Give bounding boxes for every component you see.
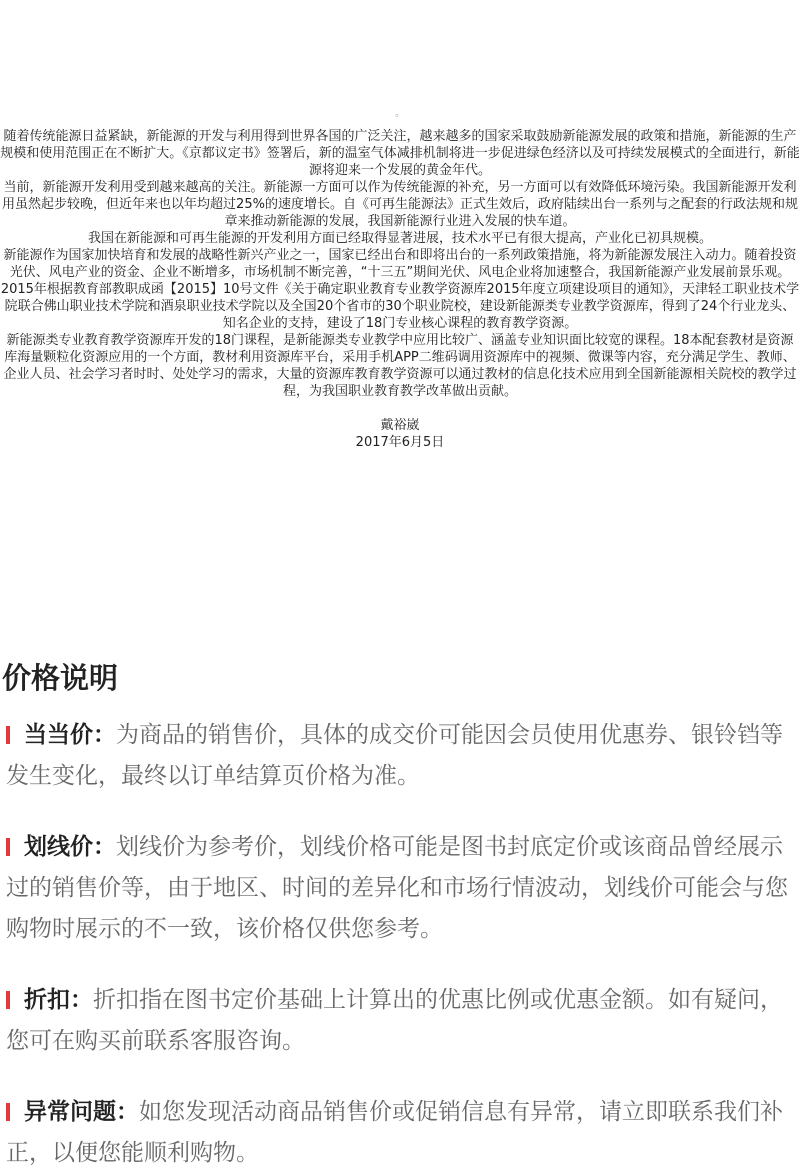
- preface-paragraph: 新能源作为国家加快培育和发展的战略性新兴产业之一，国家已经出台和即将出台的一系列政策措施，将为新能源发展注入动力。随着投资光伏、风电产业的资金、企业不断增多，市场机制不断完善，“十三五”期间光伏、风电企业将加速整合，我国新能源产业发展前景乐观。: [3, 248, 797, 280]
- price-item-text: 划线价为参考价，划线价格可能是图书封底定价或该商品曾经展示过的销售价等，由于地区、时间的差异化和市场行情波动，划线价可能会与您购物时展示的不一致，该价格仅供您参考。: [6, 834, 788, 942]
- price-item-anomaly: [0, 1092, 800, 1174]
- price-item-text: 如您发现活动商品销售价或促销信息有异常，请立即联系我们补正，以便您能顺利购物。: [6, 1099, 783, 1166]
- price-item-text: 为商品的销售价，具体的成交价可能因会员使用优惠券、银铃铛等发生变化，最终以订单结算页价格为准。: [6, 722, 783, 789]
- accent-bar-icon: [6, 726, 10, 744]
- price-info-title: 价格说明: [2, 661, 119, 695]
- price-item-dangdang: [0, 715, 800, 797]
- price-item-label: 当当价：: [24, 722, 116, 748]
- price-info-section: [0, 655, 800, 1174]
- preface-paragraph: 随着传统能源日益紧缺，新能源的开发与利用得到世界各国的广泛关注，越来越多的国家采取鼓励新能源发展的政策和措施，新能源的生产规模和使用范围正在不断扩大。《京都议定书》签署后，新的温室气体减排机制将进一步促进绿色经济以及可持续发展模式的全面进行，新能源将迎来一个发展的黄金年代。: [0, 129, 800, 178]
- price-item-discount: [0, 980, 800, 1062]
- preface-paragraph: 新能源类专业教育教学资源库开发的18门课程，是新能源类专业教学中应用比较广、涵盖专业知识面比较宽的课程。18本配套教材是资源库海量颗粒化资源应用的一个方面，教材利用资源库平台，采用手机APP二维码调用资源库中的视频、微课等内容，充分满足学生、教师、企业人员、社会学习者时时、处处学习的需求，大量的资源库教育教学资源可以通过教材的信息化技术应用到全国新能源相关院校的教学过程，为我国职业教育教学改革做出贡献。: [3, 333, 797, 399]
- preface-paragraph: 2015年根据教育部教职成函【2015】10号文件《关于确定职业教育专业教学资源库2015年度立项建设项目的通知》，天津轻工职业技术学院联合佛山职业技术学院和酒泉职业技术学院以及全国20个省市的30个职业院校，建设新能源类专业教学资源库，得到了24个行业龙头、知名企业的支持，建设了18门专业核心课程的教育教学资源。: [0, 282, 800, 331]
- separator-mark: 。: [395, 108, 405, 119]
- preface-paragraph: 我国在新能源和可再生能源的开发利用方面已经取得显著进展，技术水平已有很大提高，产业化已初具规模。: [87, 231, 712, 246]
- price-item-text: 折扣指在图书定价基础上计算出的优惠比例或优惠金额。如有疑问，您可在购买前联系客服咨询。: [6, 987, 783, 1054]
- accent-bar-icon: [6, 991, 10, 1009]
- price-item-label: 折扣：: [24, 987, 93, 1013]
- accent-bar-icon: [6, 1103, 10, 1121]
- price-item-strikethrough: [0, 827, 800, 950]
- preface-section: [0, 100, 800, 451]
- preface-paragraph: 当前，新能源开发利用受到越来越高的关注。新能源一方面可以作为传统能源的补充，另一方面可以有效降低环境污染。我国新能源开发利用虽然起步较晚，但近年来也以年均超过25%的速度增长。自《可再生能源法》正式生效后，政府陆续出台一系列与之配套的行政法规和规章来推动新能源的发展，我国新能源行业进入发展的快车道。: [2, 180, 798, 229]
- preface-date: 2017年6月5日: [355, 435, 445, 450]
- price-item-label: 异常问题：: [24, 1099, 139, 1125]
- accent-bar-icon: [6, 838, 10, 856]
- preface-author: 戴裕崴: [380, 418, 420, 433]
- price-item-label: 划线价：: [24, 834, 116, 860]
